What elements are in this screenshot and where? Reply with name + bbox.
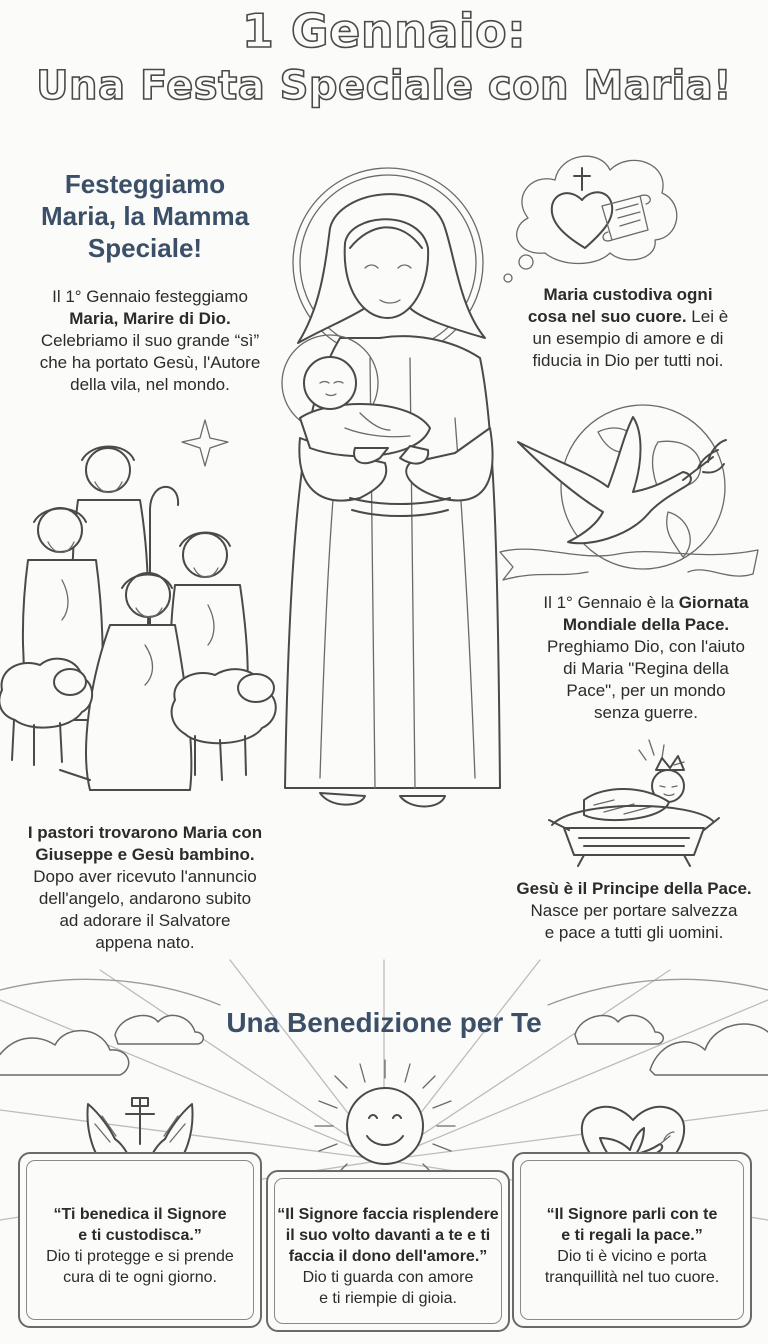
- card-quote: e ti custodisca.”: [78, 1227, 202, 1244]
- blessing-card-3: [512, 1152, 752, 1328]
- intro-heading-line: Maria, la Mamma: [40, 201, 250, 231]
- shepherds-text-bold: Giuseppe e Gesù bambino.: [35, 845, 255, 864]
- card-text-line: Dio ti guarda con amore: [302, 1269, 474, 1286]
- card-text-line: cura di te ogni giorno.: [63, 1269, 217, 1286]
- prince-text: [500, 878, 768, 944]
- shepherds-text-line: Dopo aver ricevuto l'annuncio: [33, 867, 257, 886]
- shepherds-text-line: ad adorare il Salvatore: [59, 911, 231, 930]
- title-line-1: 1 Gennaio:: [241, 4, 527, 58]
- heart-text-bold: cosa nel suo cuore.: [527, 307, 687, 326]
- card-quote: “Il Signore parli con te: [546, 1206, 718, 1223]
- card-quote: “Il Signore faccia risplendere: [277, 1206, 499, 1223]
- peace-text-bold: Mondiale della Pace.: [562, 615, 730, 634]
- shepherds-text-bold: I pastori trovarono Maria con: [27, 823, 263, 842]
- shepherds-text-line: appena nato.: [95, 933, 195, 952]
- card-quote: “Ti benedica il Signore: [53, 1206, 227, 1223]
- intro-heading: [20, 168, 270, 264]
- heart-text-line: Lei è: [686, 307, 729, 326]
- peace-text-line: Pace", per un mondo: [566, 681, 726, 700]
- card-3-text: [514, 1204, 750, 1288]
- title-line-2: Una Festa Speciale con Maria!: [36, 63, 732, 109]
- intro-text: [10, 286, 290, 396]
- prince-text-bold: Gesù è il Principe della Pace.: [516, 879, 752, 898]
- intro-heading-line: Speciale!: [87, 233, 203, 263]
- intro-text-line: della vila, nel mondo.: [70, 375, 230, 394]
- card-1-text: [20, 1204, 260, 1288]
- shepherds-text: [10, 822, 280, 954]
- card-quote: il suo volto davanti a te e ti: [285, 1227, 491, 1244]
- peace-text: [528, 592, 764, 724]
- page-title: [0, 2, 768, 112]
- intro-text-line: Il 1° Gennaio festeggiamo: [52, 287, 248, 306]
- blessing-card-2: [266, 1170, 510, 1332]
- intro-text-line: Celebriamo il suo grande “sì”: [40, 331, 260, 350]
- heart-text-line: un esempio di amore e di: [532, 329, 724, 348]
- intro-text-bold: Maria, Marire di Dio.: [69, 309, 231, 328]
- heart-text: [508, 284, 748, 372]
- peace-text-line: Preghiamo Dio, con l'aiuto: [547, 637, 745, 656]
- mary-holding-jesus-illustration: [270, 168, 530, 818]
- peace-text-bold: Giornata: [678, 593, 749, 612]
- intro-text-line: che ha portato Gesù, l'Autore: [39, 353, 261, 372]
- card-text-line: tranquillità nel tuo cuore.: [544, 1269, 720, 1286]
- card-2-text: [268, 1204, 508, 1309]
- peace-text-line: Il 1° Gennaio è la: [543, 593, 679, 612]
- card-quote: e ti regali la pace.”: [561, 1227, 703, 1244]
- shepherds-sheep-illustration: [0, 420, 300, 800]
- shepherds-text-line: dell'angelo, andarono subito: [38, 889, 252, 908]
- card-text-line: e ti riempie di gioia.: [319, 1290, 457, 1307]
- peace-text-line: di Maria "Regina della: [563, 659, 729, 678]
- blessing-card-1: [18, 1152, 262, 1328]
- globe-dove-icon: [498, 402, 768, 622]
- heart-text-bold: Maria custodiva ogni: [543, 285, 713, 304]
- card-quote: faccia il dono dell'amore.”: [288, 1248, 488, 1265]
- card-text-line: Dio ti è vicino e porta: [557, 1248, 707, 1265]
- heart-text-line: fiducia in Dio per tutti noi.: [532, 351, 724, 370]
- peace-text-line: senza guerre.: [594, 703, 698, 722]
- prince-text-line: Nasce per portare salvezza: [530, 901, 738, 920]
- card-text-line: Dio ti protegge e si prende: [46, 1248, 234, 1265]
- blessing-heading: Una Benedizione per Te: [226, 1007, 542, 1038]
- prince-text-line: e pace a tutti gli uomini.: [544, 923, 724, 942]
- manger-baby-icon: [544, 730, 724, 870]
- intro-heading-line: Festeggiamo: [64, 169, 226, 199]
